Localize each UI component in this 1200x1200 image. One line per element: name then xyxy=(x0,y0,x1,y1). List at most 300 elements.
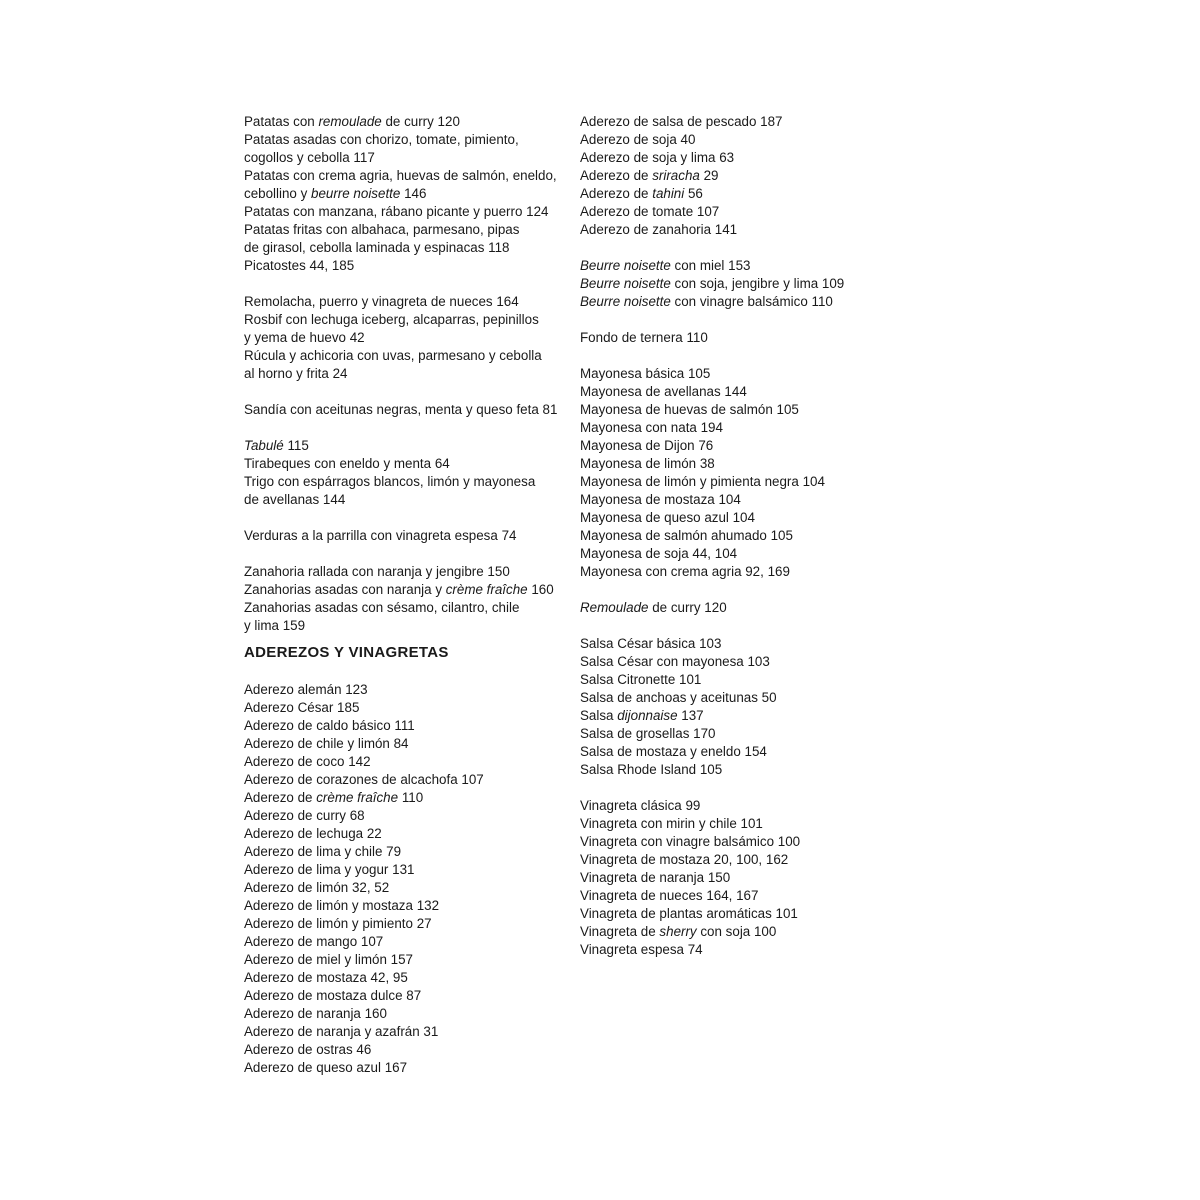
entry-line xyxy=(580,455,910,473)
entry-text: Aderezo de coco xyxy=(244,754,349,769)
entry-text: Mayonesa de limón xyxy=(580,456,700,471)
index-entry xyxy=(244,257,564,275)
page-reference: 160 xyxy=(531,582,554,597)
index-entry xyxy=(580,419,910,437)
index-entry xyxy=(244,933,564,951)
section-gap xyxy=(580,617,910,635)
entry-line xyxy=(580,851,910,869)
index-entry xyxy=(244,401,564,419)
entry-text: Fondo de ternera xyxy=(580,330,687,345)
entry-continuation-line xyxy=(244,365,564,383)
entry-text: Vinagreta de naranja xyxy=(580,870,708,885)
index-entry xyxy=(244,1005,564,1023)
index-entry xyxy=(244,203,564,221)
entry-italic-term: Beurre noisette xyxy=(580,294,671,309)
index-entry xyxy=(244,753,564,771)
page-reference: 103 xyxy=(747,654,770,669)
entry-line xyxy=(580,653,910,671)
entry-text: Aderezo de ostras xyxy=(244,1042,357,1057)
page-reference: 63 xyxy=(719,150,735,165)
index-entry xyxy=(580,671,910,689)
index-entry xyxy=(244,473,564,509)
entry-line xyxy=(580,293,910,311)
entry-text: de avellanas xyxy=(244,492,323,507)
index-entry xyxy=(244,969,564,987)
page-reference: 144 xyxy=(322,492,346,507)
entry-text: Aderezo de lechuga xyxy=(244,826,367,841)
entry-text: con miel xyxy=(670,258,729,273)
entry-text: Salsa xyxy=(580,708,618,723)
index-entry xyxy=(244,167,564,203)
index-entry xyxy=(580,329,910,347)
page-reference: 101 xyxy=(679,672,702,687)
entry-italic-term: sherry xyxy=(659,924,697,939)
index-entry xyxy=(580,563,910,581)
index-entry xyxy=(580,815,910,833)
entry-text: Vinagreta espesa xyxy=(580,942,688,957)
entry-line xyxy=(580,401,910,419)
page-reference: 100 xyxy=(753,924,777,939)
page-reference: 44, 185 xyxy=(309,258,355,273)
index-entry xyxy=(580,851,910,869)
entry-text: Aderezo de tomate xyxy=(580,204,697,219)
entry-text: Aderezo de mostaza xyxy=(244,970,371,985)
page-reference: 81 xyxy=(542,402,558,417)
entry-line xyxy=(244,527,564,545)
page-reference: 87 xyxy=(406,988,422,1003)
index-entry xyxy=(580,455,910,473)
page-reference: 142 xyxy=(348,754,371,769)
entry-line xyxy=(244,1023,564,1041)
page-reference: 100 xyxy=(777,834,801,849)
entry-text: Salsa Citronette xyxy=(580,672,679,687)
entry-text: Salsa César con mayonesa xyxy=(580,654,748,669)
page-reference: 170 xyxy=(693,726,716,741)
entry-continuation-line xyxy=(244,149,564,167)
index-entry xyxy=(580,941,910,959)
section-gap xyxy=(580,347,910,365)
index-entry xyxy=(580,653,910,671)
entry-line xyxy=(580,635,910,653)
entry-line xyxy=(580,599,910,617)
entry-text: de curry xyxy=(381,114,438,129)
index-entry xyxy=(244,347,564,383)
page-reference: 107 xyxy=(461,772,484,787)
index-entry xyxy=(244,861,564,879)
entry-text: Patatas asadas con chorizo, tomate, pimiento, xyxy=(244,132,519,147)
entry-line xyxy=(244,131,564,149)
entry-text: y yema de huevo xyxy=(244,330,350,345)
entry-line xyxy=(580,167,910,185)
page-reference: 74 xyxy=(501,528,517,543)
page-reference: 84 xyxy=(393,736,409,751)
entry-text: Vinagreta de xyxy=(580,924,660,939)
entry-line xyxy=(580,437,910,455)
entry-text: Vinagreta clásica xyxy=(580,798,686,813)
index-entry xyxy=(244,527,564,545)
index-column-left xyxy=(244,113,564,1077)
index-entry xyxy=(580,203,910,221)
entry-line xyxy=(580,887,910,905)
entry-text: Aderezo de miel y limón xyxy=(244,952,391,967)
section-gap xyxy=(244,383,564,401)
page-reference: 150 xyxy=(487,564,510,579)
entry-line xyxy=(580,275,910,293)
entry-line xyxy=(580,203,910,221)
index-entry xyxy=(580,545,910,563)
index-entry xyxy=(244,735,564,753)
entry-line xyxy=(580,833,910,851)
page-reference: 167 xyxy=(384,1060,408,1075)
index-entry xyxy=(244,599,564,635)
entry-text: Mayonesa básica xyxy=(580,366,688,381)
entry-line xyxy=(580,797,910,815)
page-reference: 120 xyxy=(437,114,460,129)
page-reference: 104 xyxy=(732,510,755,525)
entry-line xyxy=(580,563,910,581)
entry-text: al horno y frita xyxy=(244,366,333,381)
entry-text: Mayonesa de avellanas xyxy=(580,384,725,399)
index-entry xyxy=(580,221,910,239)
page-reference: 101 xyxy=(775,906,798,921)
entry-line xyxy=(244,581,564,599)
entry-italic-term: crème fraîche xyxy=(316,790,399,805)
entry-text: Aderezo de zanahoria xyxy=(580,222,715,237)
page-reference: 141 xyxy=(714,222,738,237)
page-reference: 64 xyxy=(434,456,450,471)
entry-text: Vinagreta de plantas aromáticas xyxy=(580,906,776,921)
entry-text: Aderezo de caldo básico xyxy=(244,718,395,733)
index-entry xyxy=(580,293,910,311)
index-entry xyxy=(244,437,564,455)
entry-text: Patatas con manzana, rábano picante y puerro xyxy=(244,204,527,219)
entry-text: Salsa de mostaza y eneldo xyxy=(580,744,745,759)
page-reference: 187 xyxy=(760,114,783,129)
entry-text: Aderezo de salsa de pescado xyxy=(580,114,761,129)
index-entry xyxy=(244,1023,564,1041)
entry-line xyxy=(244,347,564,365)
page-reference: 103 xyxy=(699,636,722,651)
entry-text: Aderezo de xyxy=(580,168,653,183)
index-entry xyxy=(244,581,564,599)
entry-line xyxy=(244,843,564,861)
index-entry xyxy=(580,185,910,203)
entry-line xyxy=(244,735,564,753)
entry-italic-term: Remoulade xyxy=(580,600,649,615)
entry-text: Rúcula y achicoria con uvas, parmesano y cebolla xyxy=(244,348,542,363)
entry-text: Patatas fritas con albahaca, parmesano, pipas xyxy=(244,222,520,237)
entry-text: de girasol, cebolla laminada y espinacas xyxy=(244,240,489,255)
entry-text: Aderezo de chile y limón xyxy=(244,736,394,751)
entry-italic-term: Beurre noisette xyxy=(580,276,671,291)
entry-text: Mayonesa de salmón ahumado xyxy=(580,528,771,543)
page-reference: 68 xyxy=(349,808,365,823)
section-gap xyxy=(244,509,564,527)
entry-line xyxy=(244,455,564,473)
page-reference: 40 xyxy=(680,132,696,147)
entry-line xyxy=(580,707,910,725)
page-reference: 20, 100, 162 xyxy=(713,852,789,867)
index-entry xyxy=(244,915,564,933)
section-gap xyxy=(580,311,910,329)
entry-italic-term: Tabulé xyxy=(244,438,284,453)
index-entry xyxy=(244,987,564,1005)
entry-text: Aderezo de limón y mostaza xyxy=(244,898,417,913)
index-entry xyxy=(580,797,910,815)
index-entry xyxy=(244,771,564,789)
index-entry xyxy=(244,221,564,257)
entry-text: Aderezo de limón y pimiento xyxy=(244,916,417,931)
entry-line xyxy=(580,419,910,437)
entry-text: Aderezo de curry xyxy=(244,808,350,823)
entry-line xyxy=(580,905,910,923)
page-reference: 157 xyxy=(390,952,413,967)
entry-line xyxy=(580,545,910,563)
entry-text: Aderezo de mango xyxy=(244,934,361,949)
entry-line xyxy=(580,221,910,239)
entry-line xyxy=(244,861,564,879)
entry-text: Patatas con xyxy=(244,114,319,129)
page-reference: 164, 167 xyxy=(706,888,759,903)
entry-text: Mayonesa de mostaza xyxy=(580,492,719,507)
entry-line xyxy=(244,753,564,771)
entry-line xyxy=(244,897,564,915)
entry-line xyxy=(244,203,564,221)
index-entry xyxy=(580,761,910,779)
index-entry xyxy=(244,681,564,699)
entry-line xyxy=(244,915,564,933)
entry-text: Aderezo de limón xyxy=(244,880,352,895)
entry-text: Sandía con aceitunas negras, menta y queso feta xyxy=(244,402,543,417)
page-reference: 107 xyxy=(360,934,384,949)
page-reference: 105 xyxy=(770,528,793,543)
entry-text: Aderezo de naranja y azafrán xyxy=(244,1024,424,1039)
index-entry xyxy=(580,509,910,527)
entry-text: con soja xyxy=(696,924,754,939)
entry-text: Aderezo de soja y lima xyxy=(580,150,720,165)
entry-text: Aderezo de lima y yogur xyxy=(244,862,393,877)
page-reference: 160 xyxy=(364,1006,387,1021)
index-entry xyxy=(244,131,564,167)
page-reference: 101 xyxy=(740,816,763,831)
entry-text: y lima xyxy=(244,618,283,633)
index-entry xyxy=(244,699,564,717)
entry-line xyxy=(244,771,564,789)
page-reference: 111 xyxy=(394,718,415,733)
index-entry xyxy=(244,807,564,825)
index-entry xyxy=(580,167,910,185)
entry-line xyxy=(580,473,910,491)
page-reference: 22 xyxy=(366,826,382,841)
entry-line xyxy=(244,167,564,185)
page-reference: 24 xyxy=(332,366,348,381)
page-reference: 144 xyxy=(724,384,747,399)
page-reference: 120 xyxy=(704,600,727,615)
entry-line xyxy=(580,329,910,347)
index-entry xyxy=(244,563,564,581)
index-entry xyxy=(580,365,910,383)
section-gap xyxy=(580,581,910,599)
entry-line xyxy=(580,509,910,527)
index-entry xyxy=(244,1041,564,1059)
index-entry xyxy=(580,383,910,401)
page-reference: 74 xyxy=(687,942,703,957)
section-gap xyxy=(244,545,564,563)
entry-text: Vinagreta de nueces xyxy=(580,888,707,903)
entry-text: Aderezo de corazones de alcachofa xyxy=(244,772,462,787)
entry-text: Picatostes xyxy=(244,258,310,273)
entry-line xyxy=(244,563,564,581)
index-entry xyxy=(580,689,910,707)
index-entry xyxy=(580,923,910,941)
page-reference: 107 xyxy=(696,204,720,219)
section-gap xyxy=(244,275,564,293)
page-reference: 150 xyxy=(707,870,731,885)
entry-text: Mayonesa de soja xyxy=(580,546,693,561)
entry-line xyxy=(244,951,564,969)
entry-text: Zanahorias asadas con sésamo, cilantro, chile xyxy=(244,600,520,615)
entry-line xyxy=(244,1059,564,1077)
index-entry xyxy=(244,897,564,915)
entry-text: Vinagreta con vinagre balsámico xyxy=(580,834,778,849)
index-entry xyxy=(244,293,564,311)
entry-line xyxy=(580,815,910,833)
index-entry xyxy=(580,743,910,761)
entry-line xyxy=(580,671,910,689)
entry-text: Mayonesa de limón y pimienta negra xyxy=(580,474,803,489)
index-entry xyxy=(244,311,564,347)
index-column-right xyxy=(580,113,910,959)
index-entry xyxy=(580,707,910,725)
section-heading: ADEREZOS Y VINAGRETAS xyxy=(244,644,449,661)
page-reference: 185 xyxy=(337,700,360,715)
entry-line xyxy=(244,113,564,131)
entry-text: Salsa César básica xyxy=(580,636,700,651)
entry-line xyxy=(580,923,910,941)
entry-text: Aderezo de naranja xyxy=(244,1006,365,1021)
entry-text: Aderezo de soja xyxy=(580,132,681,147)
page-reference: 38 xyxy=(699,456,715,471)
section-gap xyxy=(580,779,910,797)
index-entry xyxy=(580,491,910,509)
index-entry xyxy=(580,635,910,653)
page-reference: 131 xyxy=(392,862,415,877)
page-reference: 117 xyxy=(353,150,375,165)
entry-line xyxy=(580,257,910,275)
entry-italic-term: tahini xyxy=(652,186,685,201)
page-reference: 104 xyxy=(802,474,825,489)
entry-text: Aderezo de xyxy=(580,186,653,201)
index-entry xyxy=(580,437,910,455)
page-reference: 42 xyxy=(349,330,365,345)
index-entry xyxy=(580,275,910,293)
section-gap xyxy=(580,239,910,257)
page-reference: 50 xyxy=(761,690,777,705)
index-entry xyxy=(580,401,910,419)
page-reference: 42, 95 xyxy=(370,970,408,985)
page-reference: 104 xyxy=(718,492,741,507)
page-reference: 105 xyxy=(776,402,799,417)
page-reference: 164 xyxy=(496,294,519,309)
page-reference: 110 xyxy=(811,294,833,309)
entry-text: Mayonesa de queso azul xyxy=(580,510,733,525)
entry-continuation-line xyxy=(244,239,564,257)
page-reference: 76 xyxy=(698,438,714,453)
page-reference: 31 xyxy=(423,1024,439,1039)
entry-line xyxy=(580,491,910,509)
page-reference: 99 xyxy=(685,798,701,813)
entry-text: Patatas con crema agria, huevas de salmón, eneldo, xyxy=(244,168,557,183)
entry-continuation-line xyxy=(244,329,564,347)
entry-line xyxy=(580,761,910,779)
index-entry xyxy=(244,113,564,131)
index-entry xyxy=(244,825,564,843)
entry-line xyxy=(580,149,910,167)
entry-text: Mayonesa de Dijon xyxy=(580,438,699,453)
entry-text: Tirabeques con eneldo y menta xyxy=(244,456,435,471)
entry-text: Aderezo de queso azul xyxy=(244,1060,385,1075)
entry-text: Vinagreta con mirin y chile xyxy=(580,816,741,831)
entry-text: Aderezo de xyxy=(244,790,317,805)
index-entry xyxy=(580,869,910,887)
index-entry xyxy=(244,951,564,969)
entry-line xyxy=(244,437,564,455)
page-reference: 153 xyxy=(728,258,751,273)
index-entry xyxy=(244,789,564,807)
entry-line xyxy=(244,401,564,419)
entry-text: Remolacha, puerro y vinagreta de nueces xyxy=(244,294,497,309)
index-entry xyxy=(244,843,564,861)
entry-italic-term: sriracha xyxy=(652,168,700,183)
entry-line xyxy=(244,789,564,807)
index-entry xyxy=(244,879,564,897)
entry-line xyxy=(580,365,910,383)
entry-text: Verduras a la parrilla con vinagreta espesa xyxy=(244,528,502,543)
index-entry xyxy=(580,527,910,545)
page-reference: 56 xyxy=(687,186,703,201)
section-gap xyxy=(244,419,564,437)
page-reference: 44, 104 xyxy=(692,546,738,561)
entry-italic-term: remoulade xyxy=(318,114,382,129)
entry-italic-term: crème fraîche xyxy=(445,582,528,597)
page-reference: 124 xyxy=(526,204,549,219)
entry-text: Trigo con espárragos blancos, limón y mayonesa xyxy=(244,474,536,489)
entry-line xyxy=(580,743,910,761)
page-reference: 159 xyxy=(282,618,306,633)
page-reference: 118 xyxy=(488,240,510,255)
entry-line xyxy=(580,113,910,131)
entry-line xyxy=(580,527,910,545)
page-reference: 154 xyxy=(744,744,767,759)
entry-line xyxy=(244,933,564,951)
entry-text: Aderezo de lima y chile xyxy=(244,844,387,859)
entry-line xyxy=(244,969,564,987)
entry-text: cogollos y cebolla xyxy=(244,150,354,165)
index-entry xyxy=(244,1059,564,1077)
page-reference: 132 xyxy=(416,898,440,913)
entry-text: Aderezo César xyxy=(244,700,338,715)
entry-italic-term: dijonnaise xyxy=(617,708,678,723)
entry-text: Mayonesa con crema agria xyxy=(580,564,746,579)
entry-text: cebollino y xyxy=(244,186,311,201)
page-reference: 27 xyxy=(416,916,432,931)
entry-line xyxy=(244,293,564,311)
entry-line xyxy=(244,257,564,275)
page-reference: 110 xyxy=(401,790,424,805)
page-reference: 115 xyxy=(287,438,309,453)
page-reference: 29 xyxy=(703,168,719,183)
page-reference: 146 xyxy=(404,186,427,201)
